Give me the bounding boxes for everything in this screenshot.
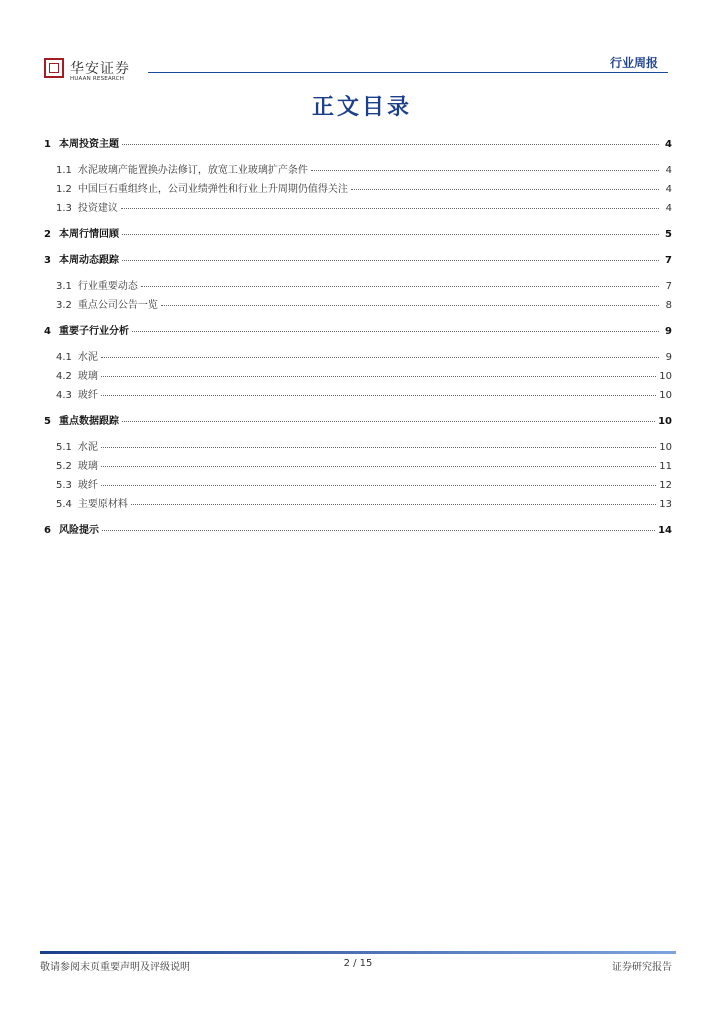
toc-entry-page: 12 (659, 480, 672, 491)
toc-leader-dots (351, 189, 659, 190)
toc-entry-number: 1.1 (56, 165, 72, 176)
toc-entry-number: 4 (44, 326, 51, 337)
toc-entry-label: 重点公司公告一览 (77, 300, 158, 311)
toc-entry[interactable] (56, 280, 672, 294)
toc-entry-page: 13 (659, 499, 672, 510)
toc-leader-dots (122, 421, 655, 422)
toc-entry-page: 4 (665, 184, 672, 195)
page-footer (40, 948, 676, 978)
page-number: 2 / 15 (343, 958, 373, 969)
toc-leader-dots (101, 466, 656, 467)
toc-entry-label: 本周投资主题 (58, 139, 119, 150)
logo-subtitle: HUAAN RESEARCH (70, 76, 125, 82)
toc-entry-label: 投资建议 (77, 203, 118, 214)
toc-entry[interactable] (56, 370, 672, 384)
toc-entry-label: 行业重要动态 (77, 281, 138, 292)
toc-entry-page: 4 (665, 165, 672, 176)
toc-leader-dots (102, 530, 655, 531)
toc-entry[interactable] (56, 498, 672, 512)
toc-entry-page: 8 (665, 300, 672, 311)
toc-entry[interactable] (56, 479, 672, 493)
toc-entry[interactable] (44, 228, 672, 242)
toc-entry[interactable] (44, 415, 672, 429)
toc-entry-page: 9 (665, 352, 672, 363)
toc-leader-dots (101, 376, 656, 377)
toc-entry[interactable] (44, 325, 672, 339)
toc-entry-page: 5 (665, 229, 672, 240)
toc-entry-label: 重点数据跟踪 (58, 416, 119, 427)
toc-entry[interactable] (44, 524, 672, 538)
toc-entry[interactable] (56, 389, 672, 403)
toc-entry-page: 9 (665, 326, 672, 337)
toc-entry-number: 1.2 (56, 184, 72, 195)
toc-entry-label: 玻纤 (77, 480, 98, 491)
toc-entry-number: 1.3 (56, 203, 72, 214)
toc-entry-number: 4.3 (56, 390, 72, 401)
toc-entry-label: 主要原材料 (77, 499, 128, 510)
toc-entry-label: 重要子行业分析 (58, 326, 129, 337)
toc-leader-dots (101, 357, 659, 358)
toc-leader-dots (101, 447, 656, 448)
toc-entry-number: 4.1 (56, 352, 72, 363)
toc-entry-label: 中国巨石重组终止，公司业绩弹性和行业上升周期仍值得关注 (77, 184, 348, 195)
toc-entry-label: 水泥玻璃产能置换办法修订，放宽工业玻璃扩产条件 (77, 165, 308, 176)
toc-entry-number: 5.1 (56, 442, 72, 453)
toc-entry-number: 1 (44, 139, 51, 150)
toc-entry-number: 2 (44, 229, 51, 240)
toc-entry[interactable] (56, 299, 672, 313)
toc-entry-page: 10 (659, 442, 672, 453)
toc-entry-label: 本周动态跟踪 (58, 255, 119, 266)
toc-entry-page: 10 (659, 371, 672, 382)
toc-leader-dots (121, 208, 659, 209)
toc-leader-dots (101, 395, 656, 396)
toc-entry[interactable] (56, 202, 672, 216)
toc-entry-page: 10 (659, 390, 672, 401)
toc-leader-dots (101, 485, 656, 486)
toc-entry-number: 3 (44, 255, 51, 266)
toc-entry-number: 3.2 (56, 300, 72, 311)
toc-entry-page: 11 (659, 461, 672, 472)
toc-leader-dots (131, 504, 656, 505)
toc-leader-dots (141, 286, 659, 287)
toc-entry-label: 玻璃 (77, 461, 98, 472)
toc-entry[interactable] (56, 460, 672, 474)
toc-leader-dots (122, 234, 659, 235)
toc-entry[interactable] (44, 138, 672, 152)
header-divider (148, 72, 668, 73)
toc-entry[interactable] (44, 254, 672, 268)
toc-entry-label: 水泥 (77, 352, 98, 363)
footer-report-label: 证券研究报告 (612, 962, 672, 973)
page-header (40, 52, 668, 84)
footer-divider (40, 951, 676, 954)
toc-leader-dots (132, 331, 659, 332)
toc-leader-dots (122, 260, 659, 261)
toc-entry-label: 水泥 (77, 442, 98, 453)
toc-entry-page: 4 (665, 203, 672, 214)
toc-entry-label: 本周行情回顾 (58, 229, 119, 240)
toc-entry-number: 5.4 (56, 499, 72, 510)
toc-entry[interactable] (56, 351, 672, 365)
logo-wordmark: 华安证券 (70, 61, 130, 77)
toc-entry-page: 7 (665, 255, 672, 266)
huaan-logo-icon (44, 58, 64, 78)
toc-entry-label: 玻纤 (77, 390, 98, 401)
toc-entry-page: 7 (665, 281, 672, 292)
toc-entry[interactable] (56, 441, 672, 455)
toc-entry-number: 4.2 (56, 371, 72, 382)
toc-entry-page: 14 (658, 525, 672, 536)
toc-entry-number: 3.1 (56, 281, 72, 292)
toc-leader-dots (122, 144, 659, 145)
page-title: 正文目录 (311, 95, 412, 120)
toc-entry-label: 玻璃 (77, 371, 98, 382)
toc-entry-number: 5.3 (56, 480, 72, 491)
toc-entry[interactable] (56, 164, 672, 178)
toc-entry-page: 10 (658, 416, 672, 427)
toc-entry-page: 4 (665, 139, 672, 150)
toc-leader-dots (161, 305, 659, 306)
toc-entry[interactable] (56, 183, 672, 197)
toc-entry-number: 5.2 (56, 461, 72, 472)
footer-disclaimer: 敬请参阅末页重要声明及评级说明 (40, 962, 190, 973)
toc-entry-number: 5 (44, 416, 51, 427)
toc-entry-label: 风险提示 (58, 525, 99, 536)
report-type-tag: 行业周报 (609, 56, 658, 70)
toc-leader-dots (311, 170, 659, 171)
toc-entry-number: 6 (44, 525, 51, 536)
